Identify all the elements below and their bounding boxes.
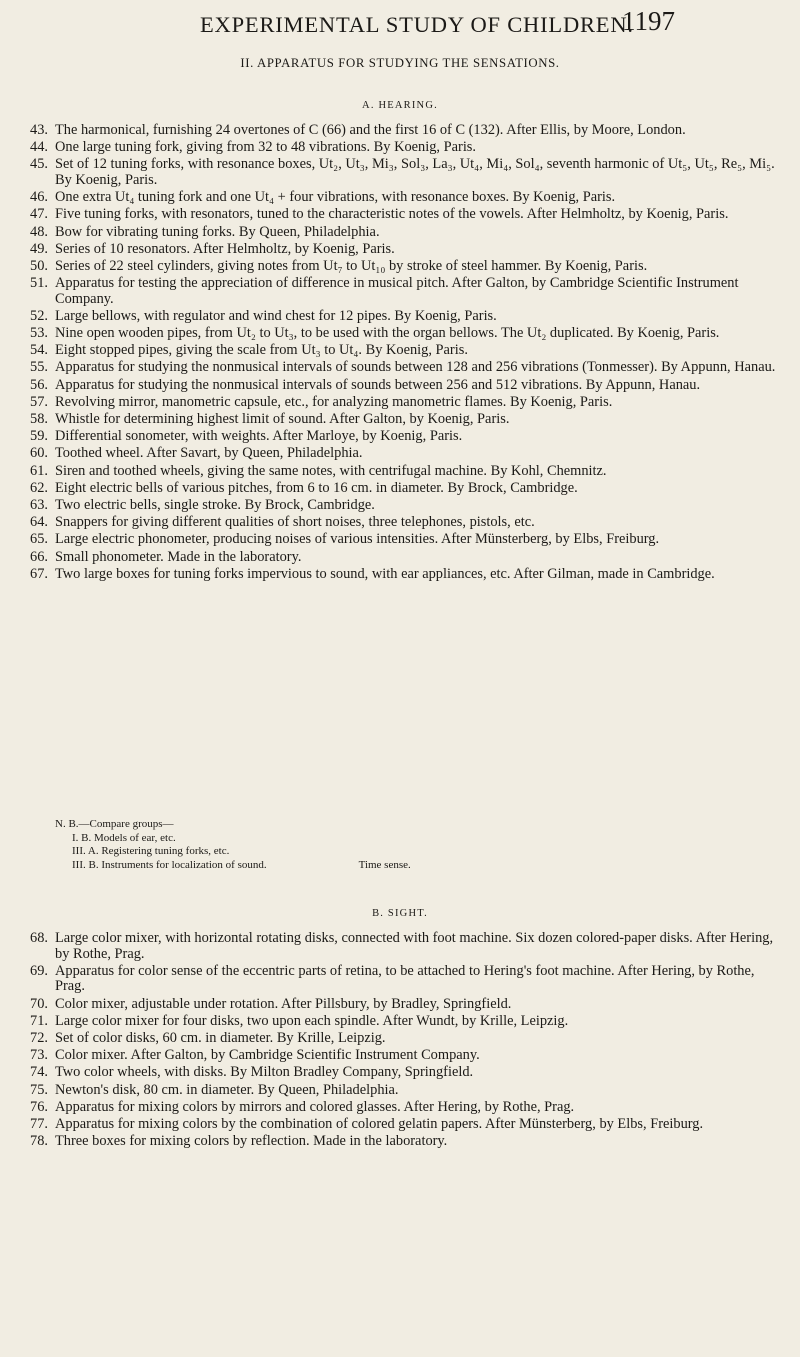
item-text: Apparatus for mixing colors by the combination of colored gelatin papers. After Münsterberg, by Elbs, Freiburg. — [55, 1115, 704, 1132]
section-title: II. APPARATUS FOR STUDYING THE SENSATIONS. — [240, 56, 560, 70]
item-text: Five tuning forks, with resonators, tuned to the characteristic notes of the vowels. After Helmholtz, by Koenig, Paris. — [55, 206, 729, 223]
sight-list — [30, 931, 785, 1151]
item-text: Eight stopped pipes, giving the scale from Ut₃ to Ut₄. By Koenig, Paris. — [55, 342, 468, 359]
list-item — [30, 395, 785, 411]
list-item — [30, 997, 785, 1013]
note-line-text: III. B. Instruments for localization of sound. — [72, 858, 267, 871]
item-number: 45. — [30, 156, 48, 173]
item-number: 57. — [30, 393, 48, 410]
item-number: 44. — [30, 139, 48, 156]
sight-heading: B. SIGHT. — [372, 908, 428, 919]
list-item — [30, 343, 785, 359]
list-item — [30, 446, 785, 462]
item-text: The harmonical, furnishing 24 overtones of C (66) and the first 16 of C (132). After Ellis, by Moore, London. — [55, 122, 686, 138]
note-heading: N. B.—Compare groups— — [55, 818, 174, 830]
item-text: Bow for vibrating tuning forks. By Queen, Philadelphia. — [55, 223, 380, 240]
item-number: 51. — [30, 275, 48, 292]
list-item — [30, 429, 785, 445]
item-text: Set of 12 tuning forks, with resonance boxes, Ut₂, Ut₃, Mi₃, Sol₃, La₃, Ut₄, Mi₄, Sol₄, seventh harmonic of Ut₅, Ut₅, Re₅, Mi₅. By Koenig, Paris. — [55, 156, 775, 188]
item-number: 52. — [30, 307, 48, 324]
item-number: 59. — [30, 428, 48, 445]
item-text: Series of 22 steel cylinders, giving notes from Ut₇ to Ut₁₀ by stroke of steel hammer. By Koenig, Paris. — [55, 257, 648, 274]
item-number: 43. — [30, 122, 48, 138]
item-text: Set of color disks, 60 cm. in diameter. By Krille, Leipzig. — [55, 1029, 386, 1046]
item-text: Series of 10 resonators. After Helmholtz, by Koenig, Paris. — [55, 240, 395, 257]
item-number: 48. — [30, 223, 48, 240]
item-number: 53. — [30, 325, 48, 342]
list-item — [30, 1134, 785, 1150]
list-item — [30, 498, 785, 514]
item-text: Large color mixer, with horizontal rotating disks, connected with foot machine. Six dozen colored-paper disks. After Hering, by Rothe, Prag. — [55, 930, 774, 962]
list-item — [30, 964, 785, 995]
list-item — [30, 464, 785, 480]
list-item — [30, 242, 785, 258]
item-text: Eight electric bells of various pitches, from 6 to 16 cm. in diameter. By Brock, Cambridge. — [55, 479, 578, 496]
item-number: 72. — [30, 1029, 48, 1046]
item-text: Large bellows, with regulator and wind chest for 12 pipes. By Koenig, Paris. — [55, 307, 497, 324]
item-number: 73. — [30, 1047, 48, 1064]
list-item — [30, 360, 785, 376]
list-item — [30, 931, 785, 962]
item-text: Two large boxes for tuning forks impervious to sound, with ear appliances, etc. After Gilman, made in Cambridge. — [55, 565, 715, 582]
item-text: Apparatus for studying the nonmusical intervals of sounds between 128 and 256 vibrations (Tonmesser). By Appunn, Hanau. — [55, 359, 776, 376]
item-number: 71. — [30, 1012, 48, 1029]
page-number: 1197 — [622, 6, 675, 36]
item-number: 47. — [30, 206, 48, 223]
list-item — [30, 1031, 785, 1047]
list-item — [30, 207, 785, 223]
item-number: 58. — [30, 411, 48, 427]
item-text: Differential sonometer, with weights. After Marloye, by Koenig, Paris. — [55, 428, 463, 445]
list-item — [30, 1014, 785, 1030]
list-item — [30, 1065, 785, 1081]
item-number: 74. — [30, 1064, 48, 1081]
item-text: Color mixer, adjustable under rotation. After Pillsbury, by Bradley, Springfield. — [55, 995, 512, 1012]
list-item — [30, 1117, 785, 1133]
item-number: 55. — [30, 359, 48, 376]
list-item — [30, 1048, 785, 1064]
list-item — [30, 481, 785, 497]
item-number: 70. — [30, 995, 48, 1012]
item-number: 75. — [30, 1081, 48, 1098]
list-item — [30, 123, 785, 139]
item-number: 68. — [30, 930, 48, 946]
item-text: Siren and toothed wheels, giving the same notes, with centrifugal machine. By Kohl, Chemnitz. — [55, 462, 607, 479]
list-item — [30, 326, 785, 342]
item-text: Whistle for determining highest limit of sound. After Galton, by Koenig, Paris. — [55, 411, 510, 427]
item-text: Large electric phonometer, producing noises of various intensities. After Münsterberg, by Elbs, Freiburg. — [55, 531, 660, 548]
note-line — [55, 859, 755, 873]
item-text: One large tuning fork, giving from 32 to 48 vibrations. By Koenig, Paris. — [55, 139, 477, 156]
item-text: Small phonometer. Made in the laboratory. — [55, 548, 302, 565]
note-line: III. A. Registering tuning forks, etc. — [72, 845, 230, 857]
list-item — [30, 378, 785, 394]
item-number: 63. — [30, 496, 48, 513]
note-line: I. B. Models of ear, etc. — [72, 831, 176, 844]
running-head — [0, 6, 800, 42]
list-item — [30, 1083, 785, 1099]
item-number: 69. — [30, 962, 48, 979]
item-text: Large color mixer for four disks, two upon each spindle. After Wundt, by Krille, Leipzig. — [55, 1012, 569, 1029]
item-text: Three boxes for mixing colors by reflection. Made in the laboratory. — [55, 1133, 448, 1150]
item-number: 76. — [30, 1098, 48, 1115]
hearing-heading: A. HEARING. — [362, 100, 438, 111]
hearing-list — [30, 123, 785, 584]
list-item — [30, 532, 785, 548]
item-number: 64. — [30, 514, 48, 531]
list-item — [30, 412, 785, 428]
item-number: 46. — [30, 189, 48, 206]
item-text: Apparatus for testing the appreciation of difference in musical pitch. After Galton, by Cambridge Scientific Instrument Company. — [55, 275, 739, 307]
item-number: 50. — [30, 257, 48, 274]
item-number: 78. — [30, 1133, 48, 1150]
item-number: 49. — [30, 240, 48, 257]
item-text: Two color wheels, with disks. By Milton Bradley Company, Springfield. — [55, 1064, 474, 1081]
list-item — [30, 276, 785, 307]
list-item — [30, 309, 785, 325]
item-text: One extra Ut₄ tuning fork and one Ut₄ + four vibrations, with resonance boxes. By Koenig, Paris. — [55, 189, 616, 206]
item-text: Apparatus for mixing colors by mirrors and colored glasses. After Hering, by Rothe, Prag. — [55, 1098, 575, 1115]
item-text: Two electric bells, single stroke. By Brock, Cambridge. — [55, 496, 375, 513]
item-number: 66. — [30, 548, 48, 565]
item-text: Newton's disk, 80 cm. in diameter. By Queen, Philadelphia. — [55, 1081, 399, 1098]
list-item — [30, 1100, 785, 1116]
item-number: 77. — [30, 1115, 48, 1132]
list-item — [30, 567, 785, 583]
item-text: Nine open wooden pipes, from Ut₂ to Ut₃, to be used with the organ bellows. The Ut₂ duplicated. By Koenig, Paris. — [55, 325, 720, 342]
cross-reference-note — [55, 818, 755, 872]
item-number: 61. — [30, 462, 48, 479]
item-text: Color mixer. After Galton, by Cambridge Scientific Instrument Company. — [55, 1047, 480, 1064]
item-text: Apparatus for color sense of the eccentric parts of retina, to be attached to Hering's foot machine. After Hering, by Rothe, Prag. — [55, 962, 755, 995]
list-item — [30, 550, 785, 566]
list-item — [30, 190, 785, 206]
item-number: 62. — [30, 479, 48, 496]
item-text: Revolving mirror, manometric capsule, etc., for analyzing manometric flames. By Koenig, Paris. — [55, 393, 613, 410]
list-item — [30, 225, 785, 241]
list-item — [30, 259, 785, 275]
item-text: Apparatus for studying the nonmusical intervals of sounds between 256 and 512 vibrations. By Appunn, Hanau. — [55, 376, 701, 393]
note-line-extra: Time sense. — [358, 858, 411, 871]
list-item — [30, 515, 785, 531]
item-number: 67. — [30, 565, 48, 582]
list-item — [30, 157, 785, 188]
list-item — [30, 140, 785, 156]
item-text: Snappers for giving different qualities of short noises, three telephones, pistols, etc. — [55, 514, 535, 531]
item-number: 60. — [30, 445, 48, 462]
running-head-title: EXPERIMENTAL STUDY OF CHILDREN. — [200, 12, 634, 37]
item-text: Toothed wheel. After Savart, by Queen, Philadelphia. — [55, 445, 363, 462]
item-number: 65. — [30, 531, 48, 548]
item-number: 54. — [30, 342, 48, 359]
item-number: 56. — [30, 376, 48, 393]
